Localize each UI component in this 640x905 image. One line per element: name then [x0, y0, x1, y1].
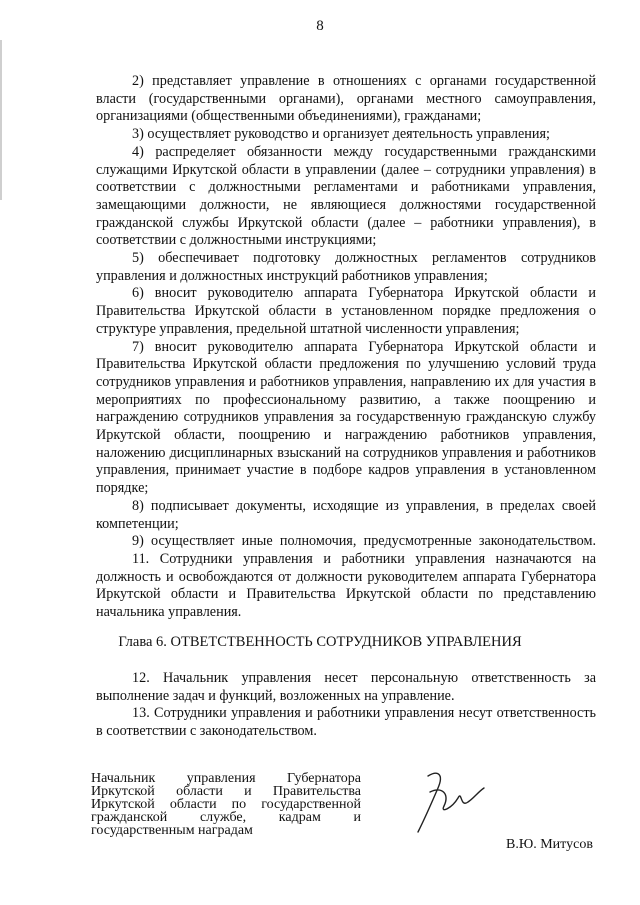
paragraph: 8) подписывает документы, исходящие из управления, в пределах своей компетенции;	[96, 497, 596, 532]
page-number: 8	[316, 18, 324, 34]
page-edge-mark	[0, 40, 2, 200]
document-body-bottom	[96, 670, 596, 741]
chapter-heading: Глава 6. ОТВЕТСТВЕННОСТЬ СОТРУДНИКОВ УПРАВЛЕНИЯ	[118, 634, 522, 650]
paragraph: 7) вносит руководителю аппарата Губернатора Иркутской области и Правительства Иркутской области предложения по улучшению условий труда сотрудников управления и работников управления, направлению их для участия в мероприятиях по профессиональному развитию, а также поощрению и награждению сотрудников управления за государственную гражданскую службу Иркутской области, поощрению и награждению работников управления, наложению дисциплинарных взысканий на сотрудников управления и работников управления, принимает участие в подборе кадров управления в установленном порядке;	[96, 338, 596, 497]
paragraph: 6) вносит руководителю аппарата Губернатора Иркутской области и Правительства Иркутской области в установленном порядке предложения о структуре управления, предельной штатной численности управления;	[96, 285, 596, 337]
paragraph: 11. Сотрудники управления и работники управления назначаются на должность и освобождаются от должности руководителем аппарата Губернатора Иркутской области и Правительства Иркутской области по представлению начальника управления.	[96, 550, 596, 621]
paragraph: 9) осуществляет иные полномочия, предусмотренные законодательством.	[132, 533, 596, 550]
position-line: Иркутской области и Правительства	[91, 784, 361, 799]
document-body-top	[96, 73, 596, 622]
position-line: государственным наградам	[91, 823, 253, 838]
position-line: Иркутской области по государственной	[91, 797, 361, 812]
paragraph: 13. Сотрудники управления и работники управления несут ответственность в соответствии с законодательством.	[96, 705, 596, 740]
position-line: Начальник управления Губернатора	[91, 771, 361, 786]
paragraph: 5) обеспечивает подготовку должностных регламентов сотрудников управления и должностных инструкций работников управления;	[96, 250, 596, 284]
paragraph: 12. Начальник управления несет персональную ответственность за выполнение задач и функций, возложенных на управление.	[96, 670, 596, 704]
position-line: гражданской службе, кадрам и	[91, 810, 361, 825]
paragraph: 3) осуществляет руководство и организует деятельность управления;	[132, 126, 550, 143]
signer-name: В.Ю. Митусов	[506, 837, 593, 852]
paragraph: 4) распределяет обязанности между государственными гражданскими служащими Иркутской области в управлении (далее – сотрудники управления) в соответствии с должностными регламентами и работниками управления, замещающими должности, не являющиеся должностями государственной гражданской службы Иркутской области (далее – работники управления), в соответствии с должностными инструкциями;	[96, 143, 596, 249]
signatory-position	[91, 772, 361, 837]
handwritten-signature	[408, 768, 488, 838]
paragraph: 2) представляет управление в отношениях с органами государственной власти (государственными органами), органами местного самоуправления, организациями (общественными объединениями), гражданами;	[96, 73, 596, 125]
